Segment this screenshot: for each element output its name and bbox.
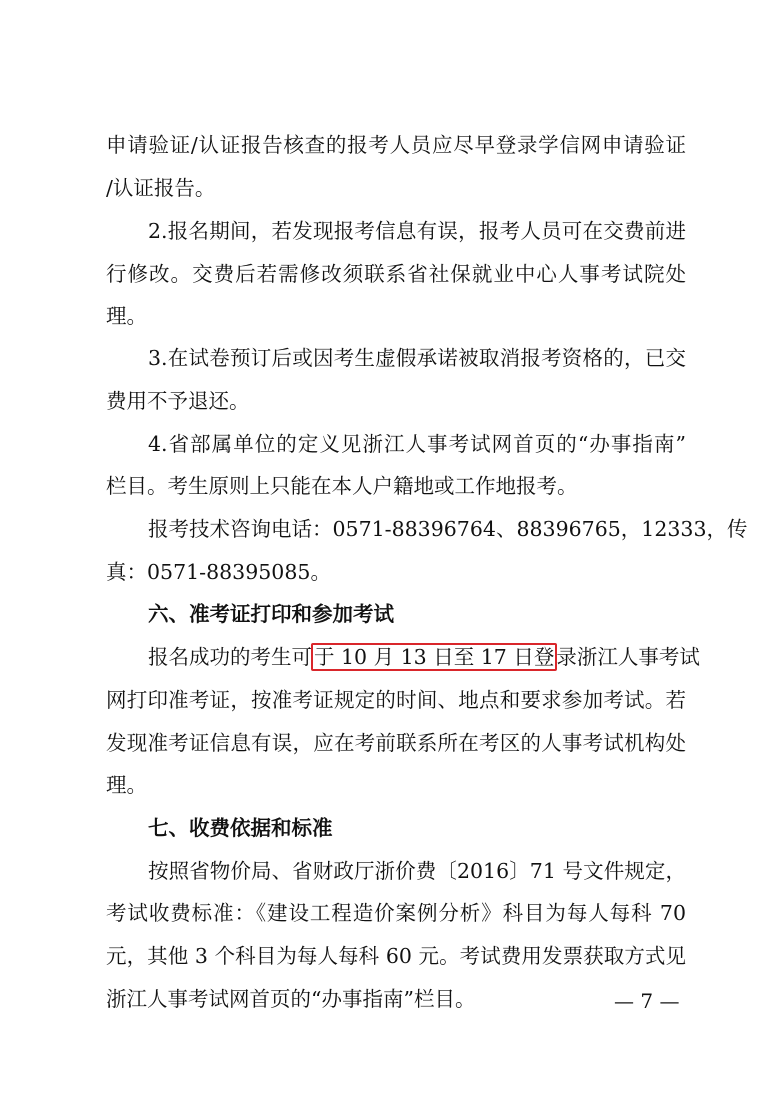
- text-after-highlight: 录浙江人事考试: [556, 645, 700, 669]
- text-before-highlight: 报名成功的考生可: [148, 645, 312, 669]
- body-text-line: 按照省物价局、省财政厅浙价费〔2016〕71 号文件规定，: [148, 859, 686, 883]
- numbered-item-2: 2.报名期间，若发现报考信息有误，报考人员可在交费前进: [148, 219, 686, 243]
- exam-admission-line: [148, 640, 700, 674]
- body-text-line: 栏目。考生原则上只能在本人户籍地或工作地报考。: [106, 474, 578, 498]
- body-text-line: 网打印准考证，按准考证规定的时间、地点和要求参加考试。若: [106, 688, 686, 712]
- numbered-item-4: 4.省部属单位的定义见浙江人事考试网首页的“办事指南”: [148, 432, 686, 456]
- contact-phone-line: 报考技术咨询电话：0571-88396764、88396765，12333，传: [148, 517, 748, 541]
- body-text-line: 申请验证/认证报告核查的报考人员应尽早登录学信网申请验证: [106, 133, 686, 157]
- body-text-line: 理。: [106, 773, 147, 797]
- body-text-line: 考试收费标准：《建设工程造价案例分析》科目为每人每科 70: [106, 901, 686, 925]
- fax-line: 真：0571-88395085。: [106, 560, 331, 584]
- body-text-line: 费用不予退还。: [106, 389, 250, 413]
- body-text-line: 理。: [106, 304, 147, 328]
- body-text-line: /认证报告。: [106, 176, 216, 200]
- body-text-line: 元，其他 3 个科目为每人每科 60 元。考试费用发票获取方式见: [106, 944, 686, 968]
- section-heading-7: 七、收费依据和标准: [148, 816, 333, 840]
- body-text-line: 浙江人事考试网首页的“办事指南”栏目。: [106, 987, 476, 1011]
- body-text-line: 行修改。交费后若需修改须联系省社保就业中心人事考试院处: [106, 262, 686, 286]
- section-heading-6: 六、准考证打印和参加考试: [148, 602, 394, 626]
- body-text-line: 发现准考证信息有误，应在考前联系所在考区的人事考试机构处: [106, 731, 686, 755]
- page-number: — 7 —: [614, 989, 680, 1013]
- numbered-item-3: 3.在试卷预订后或因考生虚假承诺被取消报考资格的，已交: [148, 346, 686, 370]
- highlighted-date-range: 于 10 月 13 日至 17 日登: [311, 643, 557, 671]
